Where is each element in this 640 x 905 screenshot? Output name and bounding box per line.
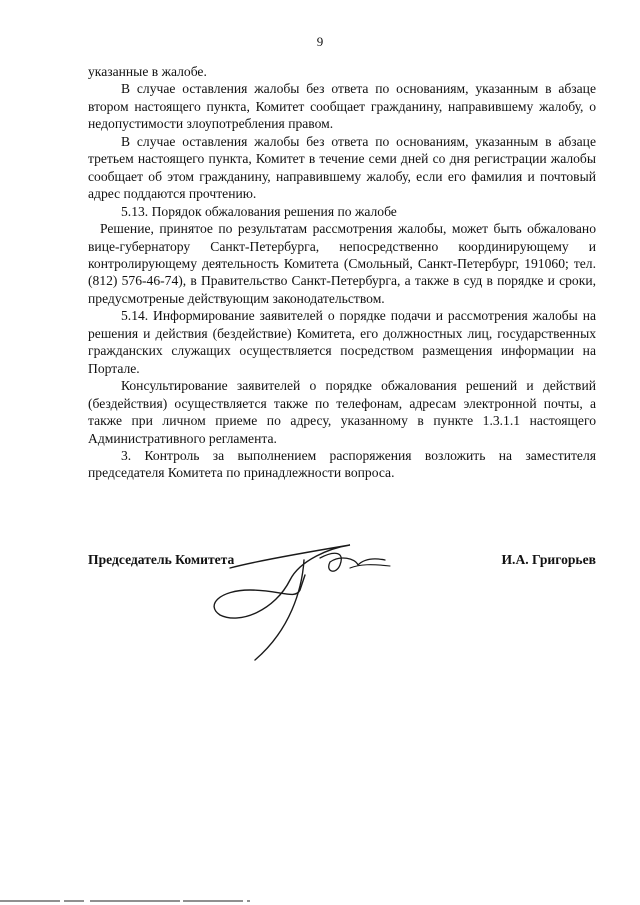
scan-edge-line [0,900,640,902]
paragraph-control-clause: 3. Контроль за выполнением распоряжения возложить на заместителя председателя Комитета по принадлежности вопроса. [88,447,596,481]
section-heading-5-13: 5.13. Порядок обжалования решения по жалобе [121,203,397,219]
signatory-name: И.А. Григорьев [501,552,596,567]
handwritten-signature [200,520,400,665]
paragraph-continuation: указанные в жалобе. [88,64,207,79]
signatory-position: Председатель Комитета [88,552,235,567]
paragraph-abuse-of-right: В случае оставления жалобы без ответа по основаниям, указанным в абзаце втором настоящего пункта, Комитет сообщает гражданину, направившему жалобу, о недопустимости злоупотребления правом. [88,81,596,132]
section-5-14-informing: 5.14. Информирование заявителей о порядке подачи и рассмотрения жалобы на решения и действия (бездействие) Комитета, его должностных лиц, государственных гражданских служащих осуществляется посредством размещения информации на Портале. [88,308,596,376]
page-number: 9 [316,34,324,49]
paragraph-seven-days-notice: В случае оставления жалобы без ответа по основаниям, указанным в абзаце третьем настоящего пункта, Комитет в течение семи дней со дня регистрации жалобы сообщает об этом гражданину, направившему жалобу, если его фамилия и почтовый адрес поддаются прочтению. [88,133,596,202]
paragraph-consulting: Консультирование заявителей о порядке обжалования решений и действий (бездействия) осуществляется также по телефонам, адресам электронной почты, а также при личном приеме по адресу, указанному в пункте 1.3.1.1 настоящего Административного регламента. [88,378,596,446]
paragraph-appeal-procedure: Решение, принятое по результатам рассмотрения жалобы, может быть обжаловано вице-губернатору Санкт-Петербурга, непосредственно координирующему и контролирующему деятельность Комитета (Смольный, Санкт-Петербург, 191060; тел. (812) 576-46-74), в Правительство Санкт-Петербурга, а также в суд в порядке и сроки, предусмотреные действующим законодательством. [88,221,596,306]
document-body [88,63,596,482]
